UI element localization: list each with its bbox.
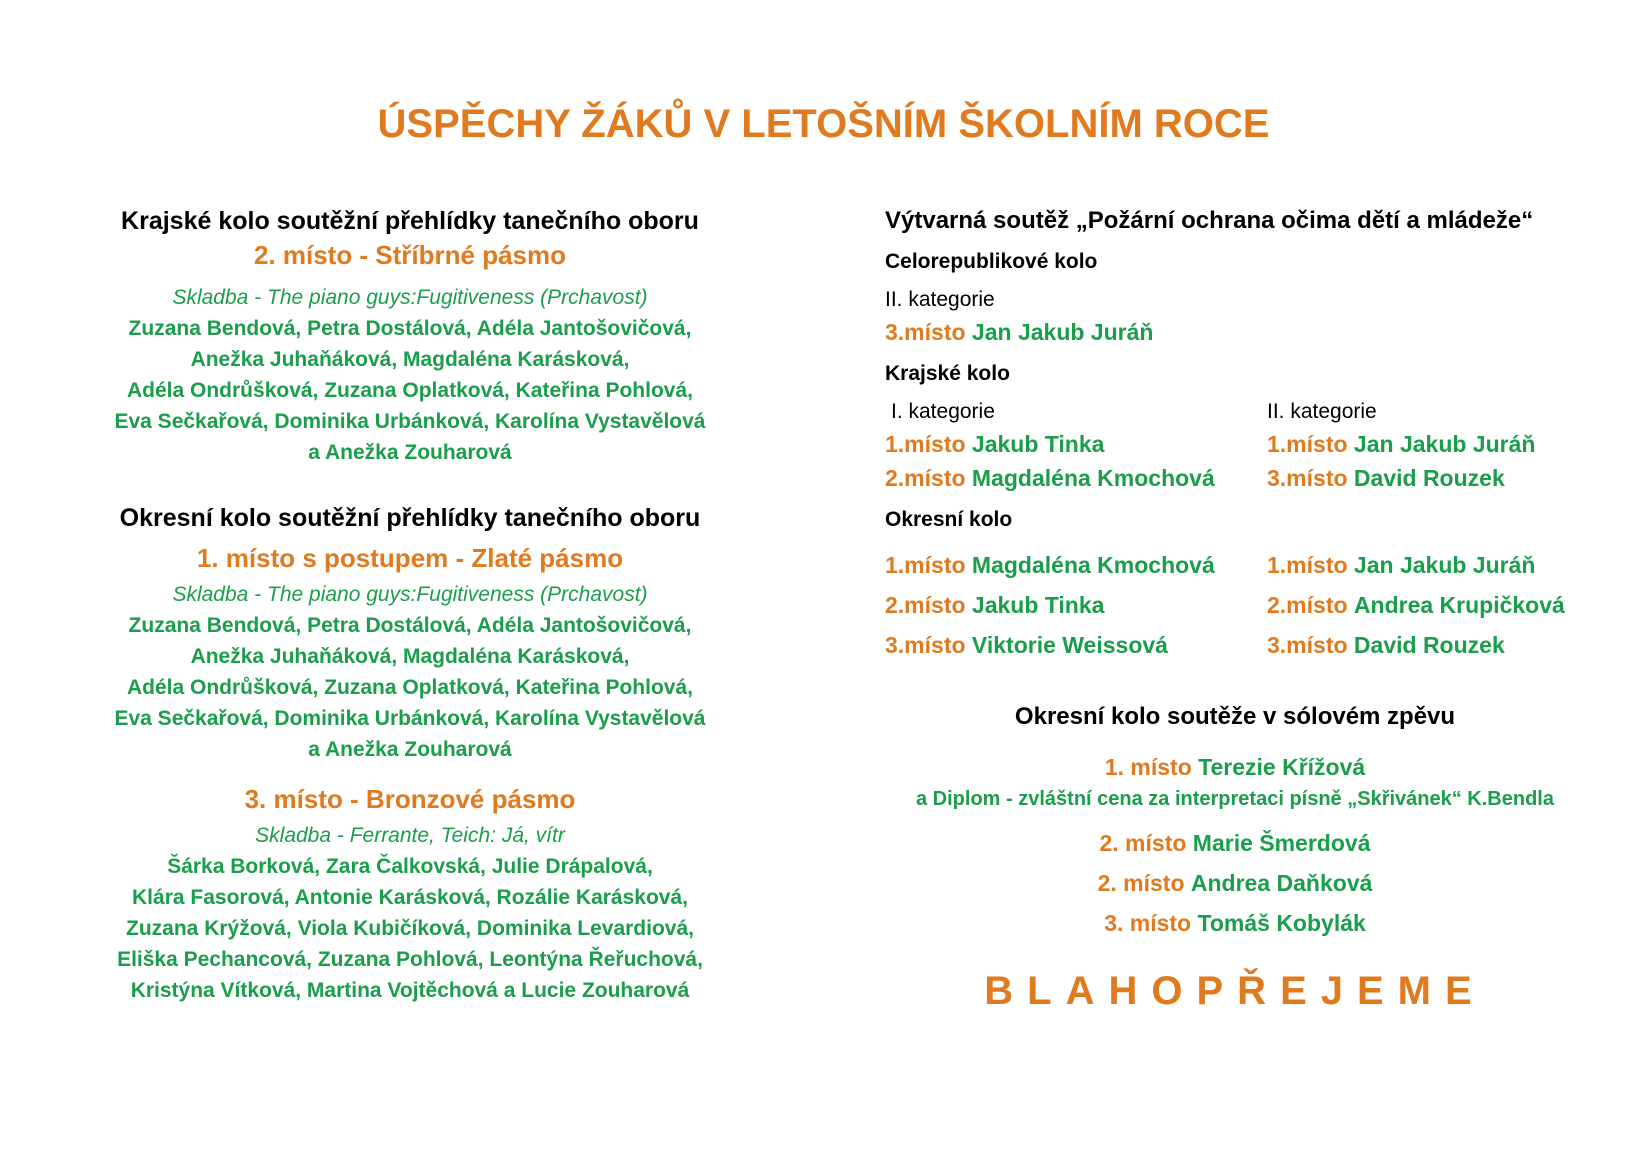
okresni-row — [885, 545, 1605, 585]
winner-name: Viktorie Weissová — [971, 632, 1168, 658]
okresni-tanec-heading: Okresní kolo soutěžní přehlídky tanečního oboru — [119, 504, 701, 532]
winner-name: Terezie Křížová — [1198, 754, 1366, 780]
krajske-tanec-heading: Krajské kolo soutěžní přehlídky tanečního oboru — [121, 207, 699, 235]
winner-name: Magdaléna Kmochová — [971, 465, 1215, 491]
name-line: a Anežka Zouharová — [308, 738, 512, 761]
solo-heading: Okresní kolo soutěže v sólovém zpěvu — [1014, 703, 1456, 730]
winner-name: Andrea Daňková — [1190, 870, 1373, 896]
name-line: a Anežka Zouharová — [308, 441, 512, 464]
celorepublikove-category: II. kategorie — [885, 288, 995, 311]
place-label: 1.místo — [885, 431, 966, 457]
place-label: 3. místo — [1104, 910, 1192, 936]
name-line: Adéla Ondrůšková, Zuzana Oplatková, Kateřina Pohlová, — [127, 379, 693, 402]
place-label: 2. místo — [1097, 870, 1185, 896]
winner-name: Magdaléna Kmochová — [971, 552, 1215, 578]
okresni-label: Okresní kolo — [885, 508, 1013, 531]
bronz-place: 3. místo - Bronzové pásmo — [244, 784, 576, 814]
name-line: Zuzana Bendová, Petra Dostálová, Adéla Jantošovičová, — [128, 317, 692, 340]
name-line: Adéla Ondrůšková, Zuzana Oplatková, Kateřina Pohlová, — [127, 676, 693, 699]
place-label: 1. místo — [1104, 754, 1192, 780]
place-label: 3.místo — [885, 319, 966, 345]
okresni-tanec-skladba: Skladba - The piano guys:Fugitiveness (Prchavost) — [172, 583, 648, 606]
okresni-tanec-place: 1. místo s postupem - Zlaté pásmo — [196, 543, 624, 573]
name-line: Eva Sečkařová, Dominika Urbánková, Karolína Vystavělová — [114, 410, 706, 433]
category-2: II. kategorie — [1267, 400, 1377, 423]
solo-section — [875, 701, 1595, 1014]
winner-name: Jan Jakub Juráň — [1353, 552, 1536, 578]
winner-name: David Rouzek — [1353, 632, 1505, 658]
celorepublikove-result — [885, 315, 1605, 349]
okresni-row — [885, 585, 1605, 625]
place-label: 3.místo — [1267, 465, 1348, 491]
congrats-text: BLAHOPŘEJEME — [984, 969, 1486, 1013]
place-label: 2.místo — [885, 592, 966, 618]
krajske-tanec-names — [60, 313, 760, 468]
name-line: Anežka Juhaňáková, Magdaléna Karásková, — [190, 348, 630, 371]
winner-name: Jakub Tinka — [971, 431, 1105, 457]
place-label: 3.místo — [1267, 632, 1348, 658]
place-label: 2.místo — [885, 465, 966, 491]
page-title: ÚSPĚCHY ŽÁKŮ V LETOŠNÍM ŠKOLNÍM ROCE — [377, 102, 1270, 146]
winner-name: Marie Šmerdová — [1192, 830, 1371, 856]
place-label: 1.místo — [1267, 552, 1348, 578]
right-column — [885, 205, 1605, 1014]
place-label: 2.místo — [1267, 592, 1348, 618]
bronz-names — [60, 851, 760, 1006]
place-label: 1.místo — [885, 552, 966, 578]
place-label: 2. místo — [1099, 830, 1187, 856]
category-1: I. kategorie — [891, 400, 995, 423]
winner-name: Jakub Tinka — [971, 592, 1105, 618]
left-column — [60, 205, 760, 1006]
krajske-row — [885, 427, 1605, 461]
solo-result — [875, 865, 1595, 901]
solo-result — [875, 905, 1595, 941]
krajske-tanec-skladba: Skladba - The piano guys:Fugitiveness (Prchavost) — [172, 286, 648, 309]
name-line: Anežka Juhaňáková, Magdaléna Karásková, — [190, 645, 630, 668]
okresni-tanec-names — [60, 610, 760, 765]
name-line: Eva Sečkařová, Dominika Urbánková, Karolína Vystavělová — [114, 707, 706, 730]
krajske-categories — [885, 397, 1605, 427]
bronz-skladba: Skladba - Ferrante, Teich: Já, vítr — [255, 824, 565, 847]
winner-name: Andrea Krupičková — [1353, 592, 1565, 618]
winner-name: David Rouzek — [1353, 465, 1505, 491]
name-line: Klára Fasorová, Antonie Karásková, Rozálie Karásková, — [132, 886, 688, 909]
winner-name: Tomáš Kobylák — [1197, 910, 1366, 936]
okresni-row — [885, 625, 1605, 665]
vytvarna-heading: Výtvarná soutěž „Požární ochrana očima dětí a mládeže“ — [885, 207, 1534, 234]
name-line: Šárka Borková, Zara Čalkovská, Julie Drápalová, — [167, 855, 653, 878]
place-label: 3.místo — [885, 632, 966, 658]
krajske-label: Krajské kolo — [885, 362, 1010, 385]
name-line: Zuzana Krýžová, Viola Kubičíková, Dominika Levardiová, — [126, 917, 694, 940]
place-label: 1.místo — [1267, 431, 1348, 457]
celorepublikove-label: Celorepublikové kolo — [885, 250, 1098, 273]
solo-first — [875, 749, 1595, 785]
solo-result — [875, 825, 1595, 861]
name-line: Eliška Pechancová, Zuzana Pohlová, Leontýna Řeřuchová, — [117, 948, 703, 971]
solo-diplom: a Diplom - zvláštní cena za interpretaci písně „Skřivánek“ K.Bendla — [916, 788, 1554, 810]
name-line: Zuzana Bendová, Petra Dostálová, Adéla Jantošovičová, — [128, 614, 692, 637]
name-line: Kristýna Vítková, Martina Vojtěchová a Lucie Zouharová — [130, 979, 690, 1002]
winner-name: Jan Jakub Juráň — [1353, 431, 1536, 457]
winner-name: Jan Jakub Juráň — [971, 319, 1154, 345]
krajske-row — [885, 461, 1605, 495]
krajske-tanec-place: 2. místo - Stříbrné pásmo — [253, 240, 567, 270]
